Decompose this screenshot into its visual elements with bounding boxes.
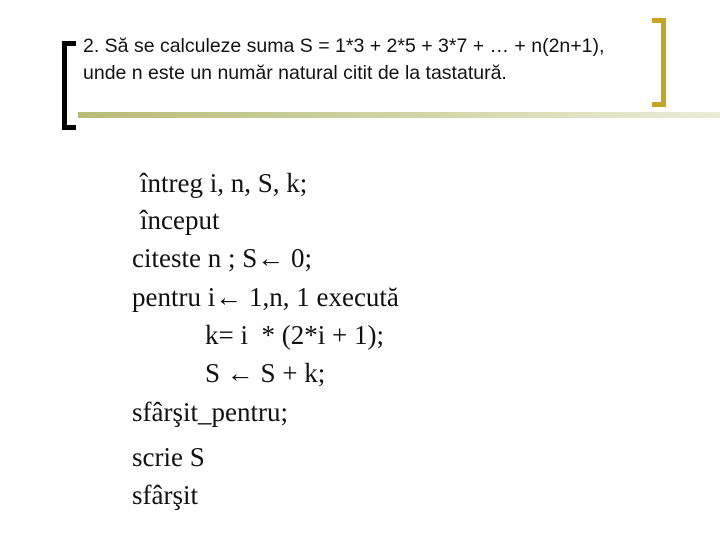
- code-line-for: pentru i← 1,n, 1 execută: [132, 282, 399, 312]
- code-line-end-for: sfârşit_pentru;: [132, 397, 288, 427]
- code-line-compute-k: k= i * (2*i + 1);: [205, 320, 384, 350]
- code-line-read: citeste n ; S← 0;: [132, 243, 312, 273]
- code-line-accumulate: S ← S + k;: [205, 358, 326, 388]
- code-line-declaration: întreg i, n, S, k;: [140, 168, 308, 198]
- code-line-begin: început: [140, 205, 220, 235]
- code-line-write: scrie S: [132, 442, 205, 472]
- code-line-end: sfârşit: [132, 480, 198, 510]
- problem-title: 2. Să se calculeze suma S = 1*3 + 2*5 + 3*7 + … + n(2n+1), unde n este un număr natural citit de la tastatură.: [83, 35, 605, 84]
